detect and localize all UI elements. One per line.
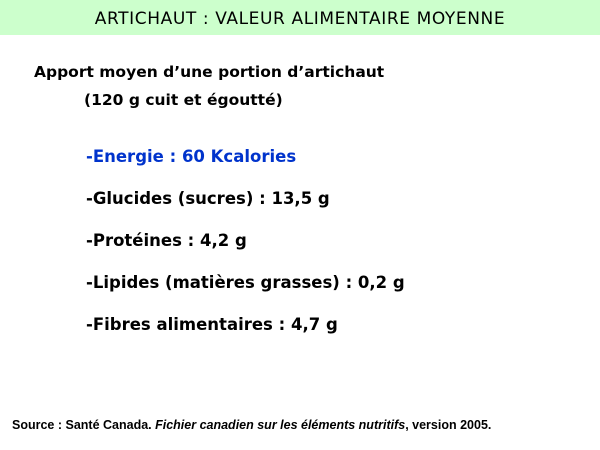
source-prefix: Source : Santé Canada. xyxy=(12,418,156,432)
portion-description: Apport moyen d’une portion d’artichaut xyxy=(34,63,385,81)
nutrient-energy: -Energie : 60 Kcalories xyxy=(86,147,297,166)
source-citation xyxy=(12,418,491,432)
nutrient-fibres: -Fibres alimentaires : 4,7 g xyxy=(86,315,338,334)
source-publication: Fichier canadien sur les éléments nutritifs xyxy=(155,418,406,432)
source-suffix: , version 2005. xyxy=(405,418,492,432)
nutrient-lipides: -Lipides (matières grasses) : 0,2 g xyxy=(86,273,405,292)
nutrient-glucides: -Glucides (sucres) : 13,5 g xyxy=(86,189,330,208)
nutrient-proteines: -Protéines : 4,2 g xyxy=(86,231,247,250)
portion-size: (120 g cuit et égoutté) xyxy=(84,91,283,109)
page-title: ARTICHAUT : VALEUR ALIMENTAIRE MOYENNE xyxy=(94,8,506,29)
title-banner xyxy=(0,0,600,35)
